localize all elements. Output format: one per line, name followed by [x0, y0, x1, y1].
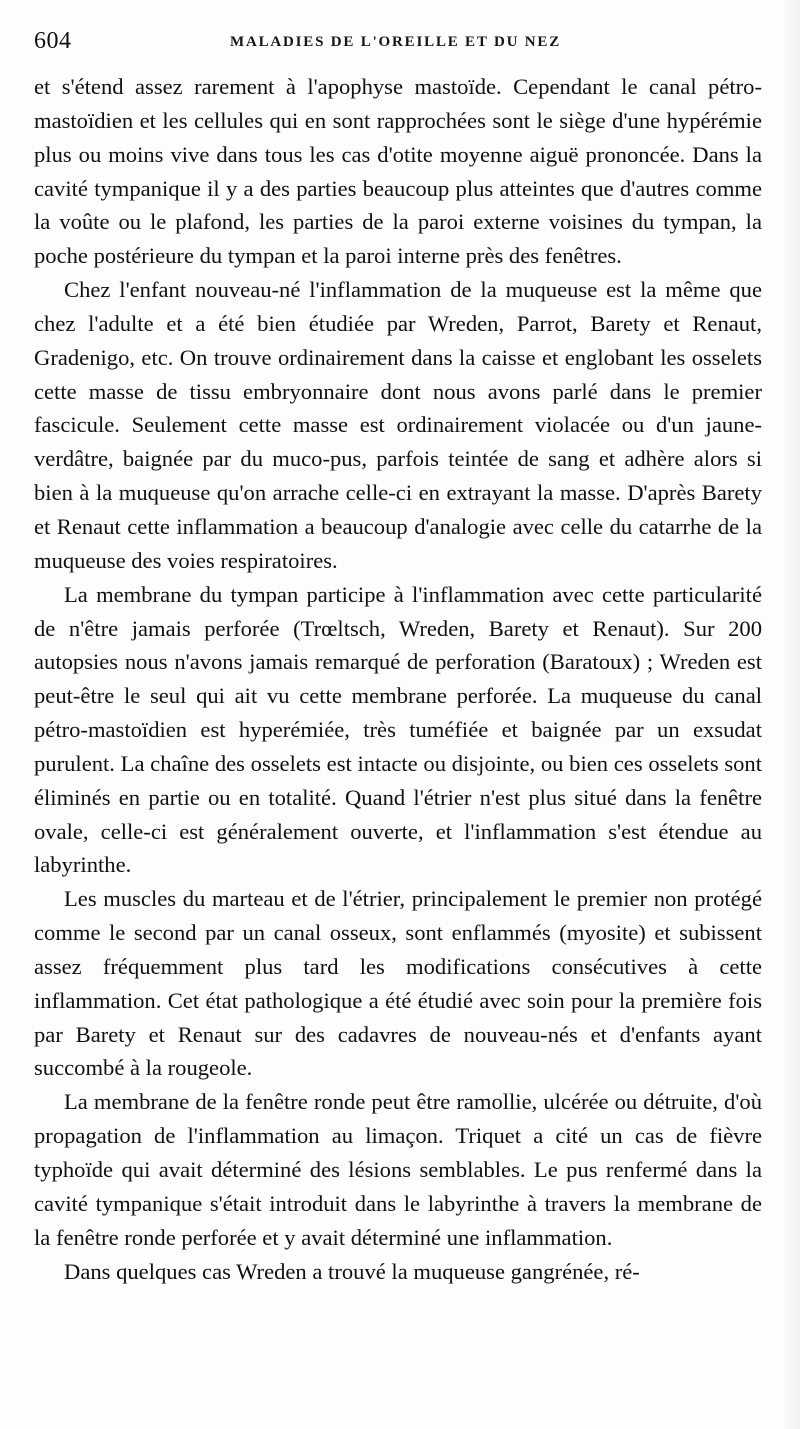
paragraph-4: Les muscles du marteau et de l'étrier, principalement le premier non protégé comme le second par un canal osseux, sont enflammés (myosite) et subissent assez fréquemment plus tard les modifications consécutives à cette inflammation. Cet état pathologique a été étudié avec soin pour la première fois par Barety et Renaut sur des cadavres de nouveau-nés et d'enfants ayant succombé à la rougeole. — [34, 886, 762, 1081]
page-edge-shadow — [782, 0, 800, 1429]
body-text — [34, 70, 762, 1288]
page-header — [34, 28, 774, 64]
paragraph-6: Dans quelques cas Wreden a trouvé la muqueuse gangrénée, ré- — [64, 1258, 640, 1284]
paragraph-1: et s'étend assez rarement à l'apophyse mastoïde. Cependant le canal pétro-mastoïdien et les cellules qui en sont rapprochées sont le siège d'une hypérémie plus ou moins vive dans tous les cas d'otite moyenne aiguë prononcée. Dans la cavité tympanique il y a des parties beaucoup plus atteintes que d'autres comme la voûte ou le plafond, les parties de la paroi externe voisines du tympan, la poche postérieure du tympan et la paroi interne près des fenêtres. — [34, 74, 762, 269]
page-number: 604 — [34, 28, 72, 54]
running-title: MALADIES DE L'OREILLE ET DU NEZ — [230, 34, 562, 50]
paragraph-2: Chez l'enfant nouveau-né l'inflammation de la muqueuse est la même que chez l'adulte et a été bien étudiée par Wreden, Parrot, Barety et Renaut, Gradenigo, etc. On trouve ordinairement dans la caisse et englobant les osselets cette masse de tissu embryonnaire dont nous avons parlé dans le premier fascicule. Seulement cette masse est ordinairement violacée ou d'un jaune-verdâtre, baignée par du muco-pus, parfois teintée de sang et adhère alors si bien à la muqueuse qu'on arrache celle-ci en extrayant la masse. D'après Barety et Renaut cette inflammation a beaucoup d'analogie avec celle du catarrhe de la muqueuse des voies respiratoires. — [34, 277, 762, 573]
paragraph-5: La membrane de la fenêtre ronde peut être ramollie, ulcérée ou détruite, d'où propagation de l'inflammation au limaçon. Triquet a cité un cas de fièvre typhoïde qui avait déterminé des lésions semblables. Le pus renfermé dans la cavité tympanique s'était introduit dans le labyrinthe à travers la membrane de la fenêtre ronde perforée et y avait déterminé une inflammation. — [34, 1089, 762, 1250]
paragraph-3: La membrane du tympan participe à l'inflammation avec cette particularité de n'être jamais perforée (Trœltsch, Wreden, Barety et Renaut). Sur 200 autopsies nous n'avons jamais remarqué de perforation (Baratoux) ; Wreden est peut-être le seul qui ait vu cette membrane perforée. La muqueuse du canal pétro-mastoïdien est hyperémiée, très tuméfiée et baignée par un exsudat purulent. La chaîne des osselets est intacte ou disjointe, ou bien ces osselets sont éliminés en partie ou en totalité. Quand l'étrier n'est plus situé dans la fenêtre ovale, celle-ci est généralement ouverte, et l'inflammation s'est étendue au labyrinthe. — [34, 581, 762, 878]
